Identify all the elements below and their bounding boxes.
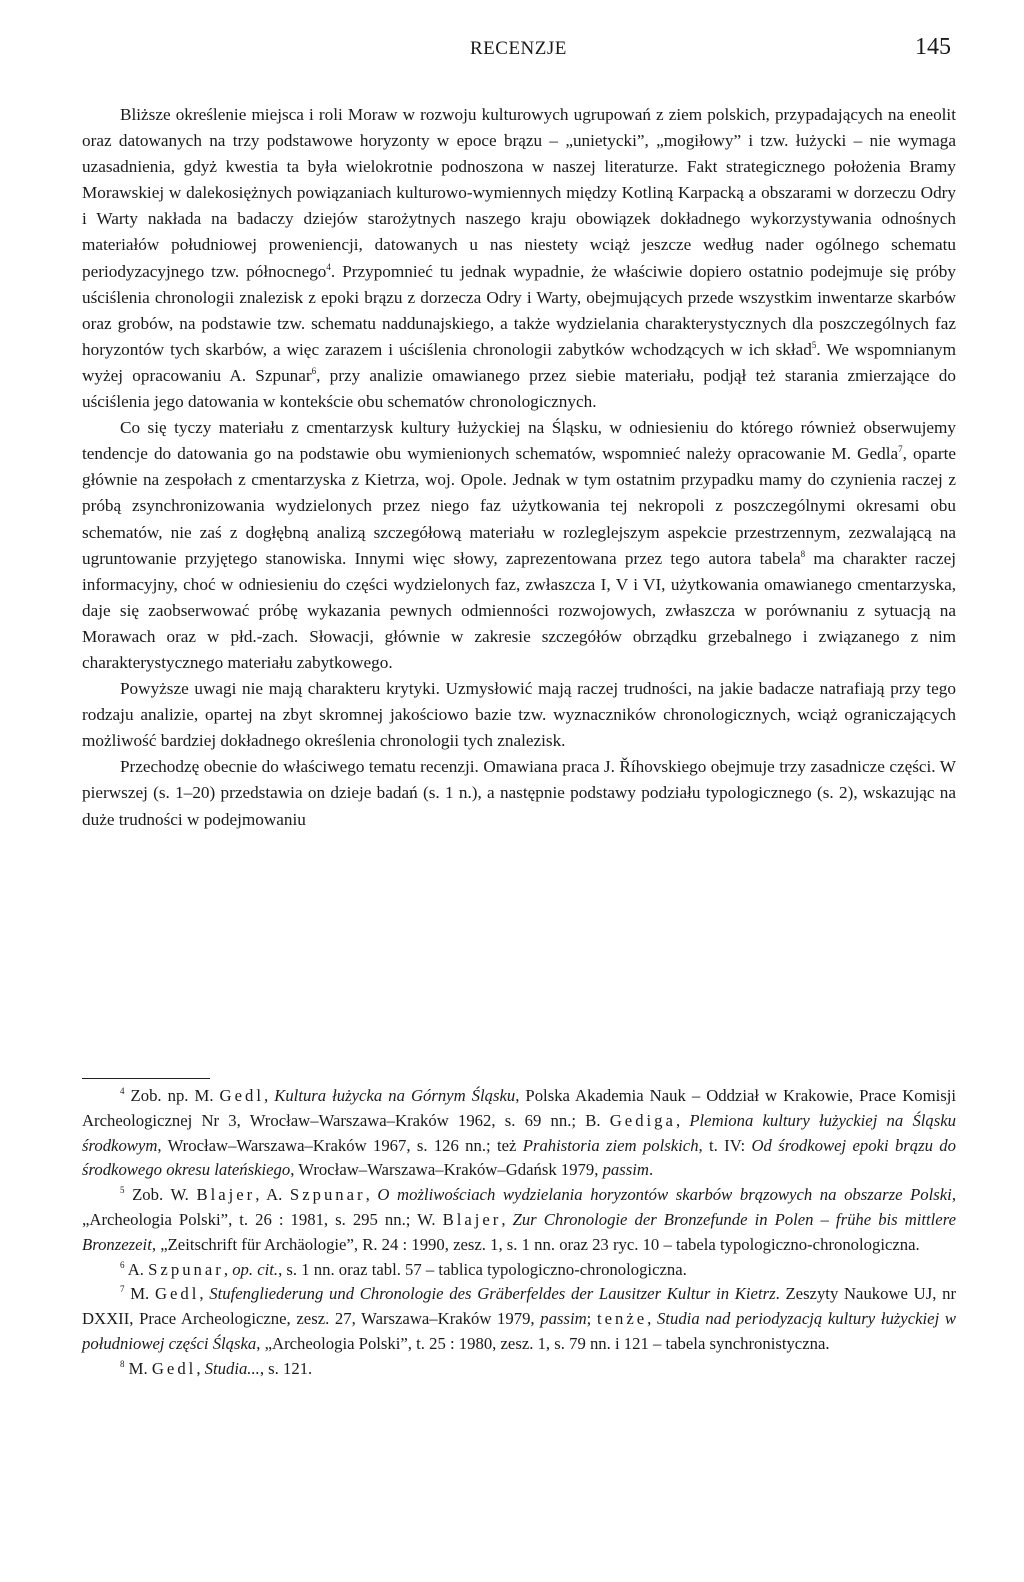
text-run: , „Zeitschrift für Archäologie”, R. 24 : 1990, zesz. 1, s. 1 nn. oraz 23 ryc. 10 – tabela typologiczno-chronologiczna. xyxy=(151,1234,920,1254)
text-run: . Zeszyty Naukowe UJ, nr DXXII, Prace Archeologiczne, zesz. 27, Warszawa–Kraków 1979, xyxy=(82,1284,957,1329)
text-run: , xyxy=(365,1185,378,1205)
text-run: , xyxy=(501,1209,513,1229)
italic-title: Studia... xyxy=(204,1358,260,1378)
footnote xyxy=(82,1084,956,1183)
text-run: . Przypomnieć tu jednak wypadnie, że właściwie dopiero ostatnio podejmuje się próby uściślenia chronologii znalezisk z epoki brązu z dorzecza Odry i Warty, obejmujących przede wszystkim inwentarze skarbów oraz grobów, na podstawie tzw. schematu naddunajskiego, a także wydzielania charakterystycznych dla poszczególnych faz horyzontów tych skarbów, a więc zarazem i uściślenia chronologii zabytków wchodzących w ich skład xyxy=(82,261,956,359)
text-run: A. xyxy=(124,1259,149,1279)
italic-title: Plemiona kultury łużyckiej na Śląsku środkowym xyxy=(82,1110,957,1155)
body-text xyxy=(82,102,956,833)
footnotes xyxy=(82,1084,956,1382)
italic-title: passim xyxy=(602,1160,649,1180)
text-run: , xyxy=(675,1110,690,1130)
text-run: , s. 1 nn. oraz tabl. 57 – tablica typologiczno-chronologiczna. xyxy=(278,1259,687,1279)
italic-title: Studia nad periodyzacją kultury łużyckiej w południowej części Śląska xyxy=(82,1309,956,1353)
text-run: , xyxy=(647,1309,658,1329)
spaced-author-name: Szpunar xyxy=(148,1259,224,1279)
spaced-author-name: Gedl xyxy=(154,1284,200,1304)
footnote-ref: 4 xyxy=(326,261,331,272)
paragraph xyxy=(82,754,956,832)
text-run: M. xyxy=(124,1284,155,1304)
footnote-ref: 4 xyxy=(120,1086,125,1096)
text-run: Co się tyczy materiału z cmentarzysk kultury łużyckiej na Śląsku, w odniesieniu do którego również obserwujemy tendencje do datowania go na podstawie obu wymienionych schematów, wspomnieć należy opracowanie M. Gedla xyxy=(82,418,956,464)
footnote xyxy=(82,1258,956,1283)
footnote-ref: 6 xyxy=(120,1259,125,1270)
footnote xyxy=(82,1183,956,1257)
text-run: Zob. W. xyxy=(124,1185,197,1205)
text-run: , xyxy=(223,1259,233,1279)
text-run: ; xyxy=(586,1309,597,1329)
text-run: , xyxy=(196,1358,205,1378)
spaced-author-name: tenże xyxy=(596,1309,648,1329)
spaced-author-name: Gedl xyxy=(151,1358,197,1378)
footnote-ref: 5 xyxy=(811,339,817,350)
text-run: , Wrocław–Warszawa–Kraków 1967, s. 126 nn.; też xyxy=(157,1135,523,1155)
footnote-separator xyxy=(82,1078,210,1079)
italic-title: Od środkowej epoki brązu do środkowego okresu lateńskiego xyxy=(82,1135,956,1180)
text-run: , „Archeologia Polski”, t. 25 : 1980, zesz. 1, s. 79 nn. i 121 – tabela synchronistyczna. xyxy=(256,1333,830,1353)
italic-title: passim xyxy=(540,1309,587,1329)
footnote-ref: 8 xyxy=(120,1358,125,1369)
text-run: , t. IV: xyxy=(698,1135,752,1155)
text-run: Powyższe uwagi nie mają charakteru krytyki. Uzmysłowić mają raczej trudności, na jakie badacze natrafiają przy tego rodzaju analizie, opartej na zbyt skromnej jakościowo bazie tzw. wyznaczników chronologicznych, wciąż ograniczających możliwość bardziej dokładnego określenia chronologii tych znalezisk. xyxy=(82,679,956,751)
italic-title: op. cit. xyxy=(232,1259,279,1279)
paragraph xyxy=(82,415,956,676)
footnote-ref: 5 xyxy=(120,1185,125,1196)
text-run: . We wspomnianym wyżej opracowaniu A. Szpunar xyxy=(82,339,957,385)
text-run: , xyxy=(264,1086,275,1105)
spaced-author-name: Blajer xyxy=(442,1209,502,1229)
italic-title: Prahistoria ziem polskich xyxy=(522,1135,699,1155)
footnote-ref: 7 xyxy=(120,1284,125,1295)
footnote xyxy=(82,1357,956,1382)
text-run: , oparte głównie na zespołach z cmentarzyska z Kietrza, woj. Opole. Jednak w tym ostatnim przypadku mamy do czynienia raczej z próbą zsynchronizowania wydzielonych przez niego faz użytkowania tej nekropoli z poszczególnymi okresami obu schematów, nie zaś z dogłębną analizą szczegółową materiału w rozleglejszym aspekcie przestrzennym, zezwalającą na ugruntowanie przyjętego stanowiska. Innymi więc słowy, zaprezentowana przez tego autora tabela xyxy=(82,444,956,568)
text-run: , Polska Akademia Nauk – Oddział w Krakowie, Prace Komisji Archeologicznej Nr 3, Wrocław–Warszawa–Kraków 1962, s. 69 nn.; B. xyxy=(82,1086,956,1130)
footnote-ref: 8 xyxy=(800,548,806,559)
paragraph xyxy=(82,102,956,415)
text-run: , Wrocław–Warszawa–Kraków–Gdańsk 1979, xyxy=(290,1160,603,1180)
text-run: , A. xyxy=(255,1185,290,1205)
italic-title: O możliwościach wydzielania horyzontów skarbów brązowych na obszarze Polski xyxy=(377,1185,952,1205)
spaced-author-name: Blajer xyxy=(196,1185,256,1205)
italic-title: Kultura łużycka na Górnym Śląsku xyxy=(274,1086,516,1105)
text-run: . xyxy=(648,1160,654,1180)
italic-title: Zur Chronologie der Bronzefunde in Polen – frühe bis mittlere Bronzezeit xyxy=(82,1209,956,1254)
footnote-ref: 6 xyxy=(311,365,317,376)
footnote-ref: 7 xyxy=(898,444,903,455)
paragraph xyxy=(82,676,956,754)
text-run: , „Archeologia Polski”, t. 26 : 1981, s. 295 nn.; W. xyxy=(82,1185,956,1229)
footnote xyxy=(82,1282,956,1356)
text-run: ma charakter raczej informacyjny, choć w odniesieniu do części wydzielonych faz, zwłaszcza I, V i VI, użytkowania omawianego cmentarzyska, daje się zaobserwować próbę wykazania pewnych odmienności rozwojowych, zwłaszcza w porównaniu z sytuacją na Morawach oraz w płd.-zach. Słowacji, głównie w zakresie szczegółów obrządku grzebalnego i związanego z nim charakterystycznego materiału zabytkowego. xyxy=(82,548,956,672)
spaced-author-name: Gediga xyxy=(609,1110,676,1130)
text-run: Bliższe określenie miejsca i roli Moraw w rozwoju kulturowych ugrupowań z ziem polskich, przypadających na eneolit oraz datowanych na trzy podstawowe horyzonty w epoce brązu – „unietycki”, „mogiłowy” i tzw. łużycki – nie wymaga uzasadnienia, gdyż kwestia ta była wielokrotnie podnoszona w naszej literaturze. Fakt strategicznego położenia Bramy Morawskiej w dalekosiężnych powiązaniach kulturowo-wymiennych między Kotliną Karpacką a obszarami w dorzeczu Odry i Warty nakłada na badaczy dziejów starożytnych naszego kraju obowiązek dokładnego wykorzystywania odnośnych materiałów południowej proweniencji, datowanych u nas niestety wciąż jeszcze według nader ogólnego schematu periodyzacyjnego tzw. północnego xyxy=(82,105,956,281)
text-run: Przechodzę obecnie do właściwego tematu recenzji. Omawiana praca J. Říhovskiego obejmuje trzy zasadnicze części. W pierwszej (s. 1–20) przedstawia on dzieje badań (s. 1 n.), a następnie podstawy podziału typologicznego (s. 2), wskazując na duże trudności w podejmowaniu xyxy=(82,757,956,829)
running-header xyxy=(0,32,1024,64)
spaced-author-name: Szpunar xyxy=(289,1185,366,1205)
text-run: M. xyxy=(124,1358,152,1378)
running-title: RECENZJE xyxy=(470,38,567,59)
italic-title: Stufengliederung und Chronologie des Gräberfeldes der Lausitzer Kultur in Kietrz xyxy=(209,1284,776,1304)
text-run: , przy analizie omawianego przez siebie materiału, podjął też starania zmierzające do uściślenia jego datowania w kontekście obu schematów chronologicznych. xyxy=(82,365,956,412)
spaced-author-name: Gedl xyxy=(219,1086,264,1105)
text-run: , xyxy=(199,1284,210,1304)
text-run: Zob. np. M. xyxy=(124,1086,220,1105)
text-run: , s. 121. xyxy=(259,1358,313,1378)
page-number: 145 xyxy=(915,34,951,60)
